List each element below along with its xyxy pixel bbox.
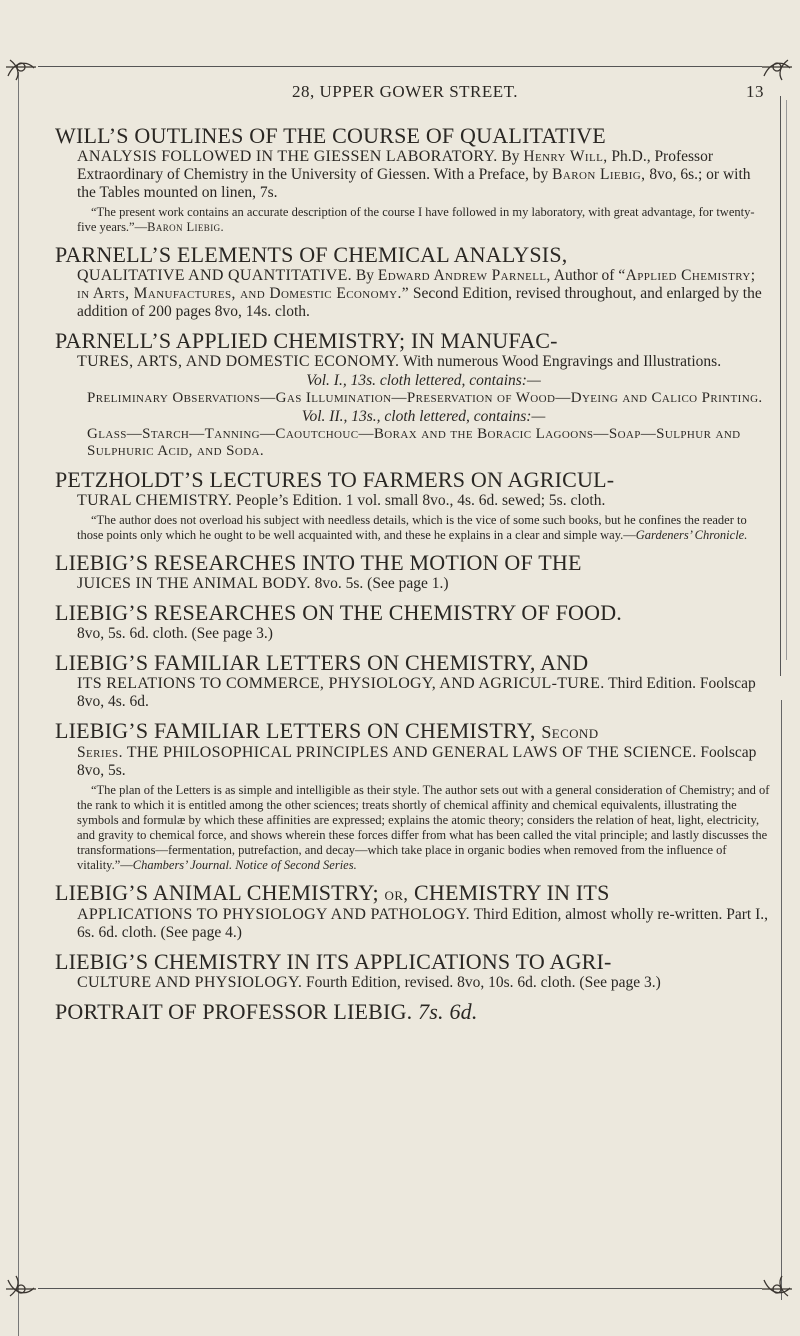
entry-title: PETZHOLDT’S LECTURES TO FARMERS ON AGRICUL- [55, 467, 615, 492]
entry-body: ITS RELATIONS TO COMMERCE, PHYSIOLOGY, AND AGRICUL-TURE. Third Edition. Foolscap 8vo, 4s. 6d. [77, 675, 756, 710]
entry-liebig-chemistry-food [55, 601, 770, 643]
entry-body: TURES, ARTS, AND DOMESTIC ECONOMY. With numerous Wood Engravings and Illustrations. [77, 353, 722, 370]
right-border-line-3 [781, 700, 782, 1300]
right-border-line-2 [786, 100, 787, 660]
entry-title: LIEBIG’S ANIMAL CHEMISTRY; or, CHEMISTRY IN ITS [55, 880, 610, 905]
entry-body: QUALITATIVE AND QUANTITATIVE. By Edward Andrew Parnell, Author of “Applied Chemistry; in Arts, Manufactures, and Domestic Economy.” Second Edition, revised throughout, and enlarged by the addition of 200 pages 8vo, 14s. cloth. [77, 267, 762, 320]
entry-title: LIEBIG’S FAMILIAR LETTERS ON CHEMISTRY, AND [55, 650, 589, 675]
entry-petzholdt-lectures [55, 468, 770, 543]
volume-heading: Vol. I., 13s. cloth lettered, contains:— [306, 372, 541, 389]
volume-heading: Vol. II., 13s., cloth lettered, contains:— [301, 408, 546, 425]
entry-title: PORTRAIT OF PROFESSOR LIEBIG. 7s. 6d. [55, 999, 478, 1024]
entry-body: ANALYSIS FOLLOWED IN THE GIESSEN LABORATORY. By Henry Will, Ph.D., Professor Extraordinary of Chemistry in the University of Giessen. With a Preface, by Baron Liebig, 8vo, 6s.; or with the Tables mounted on linen, 7s. [77, 148, 751, 201]
volume-contents: Preliminary Observations—Gas Illumination—Preservation of Wood—Dyeing and Calico Printing. [87, 390, 763, 406]
entry-portrait-liebig [55, 1000, 770, 1024]
entry-parnell-elements [55, 243, 770, 321]
entry-body: APPLICATIONS TO PHYSIOLOGY AND PATHOLOGY. Third Edition, almost wholly re-written. Part I., 6s. 6d. cloth. (See page 4.) [77, 906, 769, 941]
entry-body: TURAL CHEMISTRY. People’s Edition. 1 vol. small 8vo., 4s. 6d. sewed; 5s. cloth. [77, 492, 606, 509]
entry-title: PARNELL’S ELEMENTS OF CHEMICAL ANALYSIS, [55, 242, 568, 267]
running-header [40, 82, 770, 106]
entry-liebig-familiar-letters-second [55, 719, 770, 873]
entry-title: WILL’S OUTLINES OF THE COURSE OF QUALITATIVE [55, 123, 606, 148]
corner-ornament-icon [4, 1274, 38, 1304]
header-title: 28, UPPER GOWER STREET. [291, 82, 519, 101]
volume-contents: Glass—Starch—Tanning—Caoutchouc—Borax and the Boracic Lagoons—Soap—Sulphur and Sulphuric Acid, and Soda. [87, 426, 741, 459]
entry-quote: “The plan of the Letters is as simple and intelligible as their style. The author sets out with a general consideration of Chemistry; and of the rank to which it is entitled among the other sciences; treats shortly of chemical affinity and chemical equivalents, illustrating the symbols and formulæ by which these affinities are expressed; explains the atomic theory; considers the relation of heat, light, electricity, and gravity to chemical force, and shows wherein these forces differ from what has been called the vital principle; and lastly discusses the transformations—fermentation, putrefaction, and decay—which take place in organic bodies when removed from the influence of vitality.”—Chambers’ Journal. Notice of Second Series. [77, 783, 770, 872]
entry-body: Series. THE PHILOSOPHICAL PRINCIPLES AND GENERAL LAWS OF THE SCIENCE. Foolscap 8vo, 5s. [77, 744, 757, 779]
entry-quote: “The author does not overload his subject with needless details, which is the vice of some such books, but he confines the reader to those points only which he ought to be well acquainted with, and these he explains in a clear and simple way.—Gardeners’ Chronicle. [77, 513, 748, 542]
right-border-line [780, 96, 781, 676]
entry-body: CULTURE AND PHYSIOLOGY. Fourth Edition, revised. 8vo, 10s. 6d. cloth. (See page 3.) [77, 974, 661, 991]
top-rule [38, 66, 762, 67]
entry-liebig-motion-juices [55, 551, 770, 593]
entry-will-outlines [55, 124, 770, 235]
entry-title: LIEBIG’S CHEMISTRY IN ITS APPLICATIONS TO AGRI- [55, 949, 612, 974]
entry-title: PARNELL’S APPLIED CHEMISTRY; IN MANUFAC- [55, 328, 558, 353]
entry-quote: “The present work contains an accurate description of the course I have followed in my laboratory, with great advantage, for twenty-five years.”—Baron Liebig. [77, 205, 755, 234]
corner-ornament-icon [4, 52, 38, 82]
entry-title: LIEBIG’S RESEARCHES ON THE CHEMISTRY OF FOOD. [55, 600, 622, 625]
left-border-line [18, 72, 19, 1336]
entry-liebig-animal-chemistry [55, 881, 770, 942]
entry-body: JUICES IN THE ANIMAL BODY. 8vo. 5s. (See page 1.) [77, 575, 449, 592]
entry-title: LIEBIG’S RESEARCHES INTO THE MOTION OF THE [55, 550, 582, 575]
corner-ornament-icon [760, 52, 794, 82]
entry-body: 8vo, 5s. 6d. cloth. (See page 3.) [77, 625, 273, 642]
entry-liebig-familiar-letters [55, 651, 770, 711]
bottom-rule [38, 1288, 762, 1289]
entry-title: LIEBIG’S FAMILIAR LETTERS ON CHEMISTRY, Second [55, 718, 599, 743]
entry-liebig-chemistry-applications [55, 950, 770, 992]
catalogue-entries [55, 124, 770, 1024]
page-number: 13 [746, 82, 764, 101]
entry-parnell-applied [55, 329, 770, 460]
corner-ornament-icon [760, 1274, 794, 1304]
